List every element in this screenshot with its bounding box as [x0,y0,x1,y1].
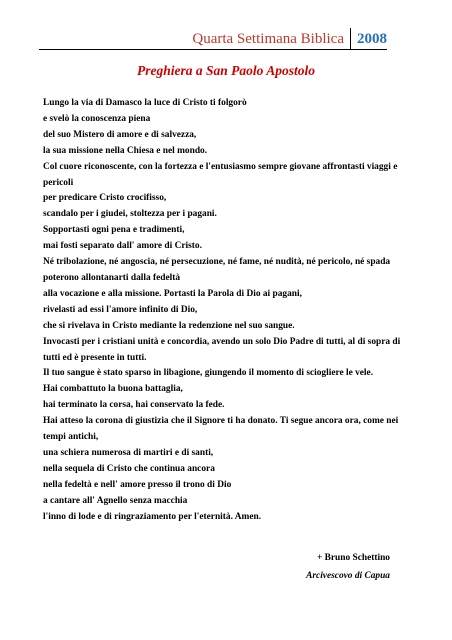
prayer-line: Invocasti per i cristiani unità e concordia, avendo un solo Dio Padre di tutti, al di sopra di [43,336,401,347]
header-title: Quarta Settimana Biblica [192,28,351,50]
prayer-line: nella sequela di Cristo che continua ancora [43,463,215,474]
header-year: 2008 [357,31,387,47]
prayer-line: hai terminato la corsa, hai conservato la fede. [43,400,225,411]
prayer-line: e svelò la conoscenza piena [43,113,151,124]
prayer-line: Né tribolazione, né angoscia, né persecuzione, né fame, né nudità, né pericolo, né spada [43,257,391,268]
prayer-line: Lungo la via di Damasco la luce di Cristo ti folgorò [43,98,247,108]
prayer-line: Il tuo sangue è stato sparso in libagione, giungendo il momento di sciogliere le vele. [43,368,374,379]
prayer-line: che si rivelava in Cristo mediante la redenzione nel suo sangue. [43,320,295,331]
prayer-line: scandalo per i giudei, stoltezza per i pagani. [43,209,217,220]
prayer-line: nella fedeltà e nell' amore presso il trono di Dio [43,479,232,490]
page-title: Preghiera a San Paolo Apostolo [136,63,316,78]
prayer-line: del suo Mistero di amore e di salvezza, [43,129,197,140]
prayer-line: tempi antichi, [43,432,99,443]
prayer-line: poterono allontanarti dalla fedeltà [43,272,181,283]
prayer-text [43,96,401,525]
prayer-line: rivelasti ad essi l'amore infinito di Dio, [43,304,198,315]
header-divider [39,49,387,50]
prayer-line: l'inno di lode e di ringraziamento per l'eternità. Amen. [43,511,262,522]
page-header [192,28,387,50]
prayer-line: Hai combattuto la buona battaglia, [43,384,183,395]
prayer-line: Sopportasti ogni pena e tradimenti, [43,225,185,236]
prayer-line: mai fosti separato dall' amore di Cristo. [43,241,202,252]
signature-role: Arcivescovo di Capua [306,571,390,581]
prayer-line: a cantare all' Agnello senza macchia [43,495,188,506]
signature-name: + Bruno Schettino [316,553,390,563]
prayer-line: la sua missione nella Chiesa e nel mondo. [43,145,208,156]
prayer-line: per predicare Cristo crocifisso, [43,193,167,204]
prayer-line: tutti ed è presente in tutti. [43,352,147,363]
prayer-line: Col cuore riconoscente, con la fortezza e l'entusiasmo sempre giovane affrontasti viaggi e [43,161,398,172]
prayer-line: Hai atteso la corona di giustizia che il Signore ti ha donato. Ti segue ancora ora, come nei [43,416,399,427]
prayer-line: pericoli [43,177,74,188]
prayer-line: una schiera numerosa di martiri e di santi, [43,447,214,458]
prayer-line: alla vocazione e alla missione. Portasti la Parola di Dio ai pagani, [43,288,302,299]
